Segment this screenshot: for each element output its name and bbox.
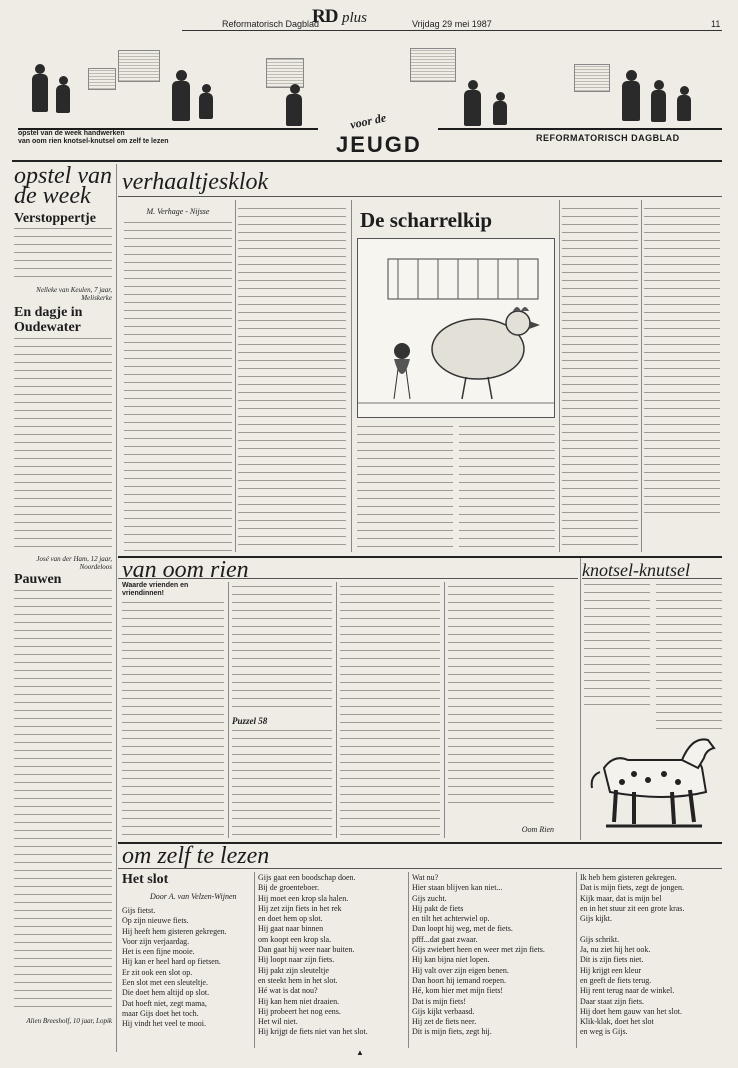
- banner-block: [118, 50, 160, 82]
- child-figure: [286, 94, 302, 126]
- horse-illustration: [586, 718, 722, 836]
- knotsel-section-label: knotsel-knutsel: [582, 560, 690, 580]
- puzzle-heading: Puzzel 58: [232, 716, 268, 726]
- oom-rien-greeting: Waarde vrienden en vriendinnen!: [122, 582, 189, 597]
- masthead-rule: [182, 30, 722, 31]
- craft-column: [656, 582, 722, 732]
- puzzle-column: [340, 584, 440, 836]
- poem-byline: Door A. van Velzen-Wijnen: [150, 892, 237, 901]
- chicken-illustration: [357, 238, 555, 418]
- article-title-pauwen: Pauwen: [14, 572, 62, 587]
- column-rule: [116, 164, 117, 1052]
- column-rule: [228, 582, 229, 838]
- poem-column-4: Ik heb hem gisteren gekregen. Dat is mijn fiets, zegt de jongen. Kijk maar, dat is mijn bel en in het stuur zit een grote kras. Gijs kijkt. Gijs schrikt. Ja, nu ziet hij het ook. Dit is zijn fiets niet. Hij krijgt een kleur en geeft de fiets terug. Hij rent terug naar de winkel. Daar staat zijn fiets. Hij doet hem gauw van het slot. Klik-klak, doet het slot en weg is Gijs.: [580, 873, 685, 1037]
- column-rule: [336, 582, 337, 838]
- child-figure-head: [290, 84, 300, 94]
- child-figure: [622, 81, 640, 121]
- article-signature: José van der Ham, 12 jaar, Noordeloos: [36, 555, 112, 571]
- craft-column: [584, 582, 650, 712]
- child-figure: [464, 90, 481, 126]
- paper-name: Reformatorisch Dagblad: [222, 19, 320, 29]
- story-column: [459, 424, 555, 552]
- story-column: [124, 220, 232, 552]
- story-byline: M. Verhage - Nijsse: [146, 207, 210, 216]
- banner-block: [574, 64, 610, 92]
- banner-rule: [438, 128, 722, 130]
- poem-column-2: Gijs gaat een boodschap doen. Bij de groenteboer. Hij moet een krop sla halen. Hij zet zijn fiets in het rek en doet hem op slot. Hij gaat naar binnen om koopt een krop sla. Dan gaat hij weer naar buiten. Hij loopt naar zijn fiets. Hij pakt zijn sleuteltje en steekt hem in het slot. Hé wat is dat nou? Hij kan hem niet draaien. Hij probeert het nog eens. Het wil niet. Hij krijgt de fiets niet van het slot.: [258, 873, 368, 1037]
- column-rule: [235, 200, 236, 552]
- child-figure: [651, 90, 666, 122]
- child-figure-head: [680, 86, 689, 95]
- page-bottom-mark: ▲: [356, 1048, 364, 1057]
- letter-column: [122, 600, 224, 836]
- story-column: [562, 206, 638, 552]
- child-figure-head: [496, 92, 505, 101]
- article-title-verstoppertje: Verstoppertje: [14, 211, 96, 226]
- child-figure-head: [202, 84, 211, 93]
- story-column: [644, 206, 720, 516]
- banner-block: [410, 48, 456, 82]
- verhaal-section-label: verhaaltjesklok: [122, 169, 269, 195]
- story-title: De scharrelkip: [360, 208, 493, 232]
- article-signature: Alien Breesholf, 10 jaar, Lopik: [26, 1017, 112, 1025]
- article-body: [14, 588, 112, 1012]
- child-figure-head: [59, 76, 68, 85]
- opstel-section-label: opstel van de week: [14, 163, 112, 209]
- child-figure-head: [626, 70, 637, 81]
- article-title-oudewater: En dagje in Oudewater: [14, 305, 83, 335]
- horse-drawing: [586, 718, 722, 836]
- column-rule: [444, 582, 445, 838]
- child-figure: [677, 95, 691, 121]
- column-rule: [641, 200, 642, 552]
- child-figure: [32, 74, 48, 112]
- jeugd-title: JEUGD: [336, 132, 422, 157]
- column-rule: [576, 872, 577, 1048]
- poem-column-3: Wat nu? Hier staan blijven kan niet... Gijs zucht. Hij pakt de fiets en tilt het achterwiel op. Dan loopt hij weg, met de fiets. pfff...dat gaat zwaar. Gijs zwiebert heen en weer met zijn fiets. Hij kan bijna niet lopen. Hij valt over zijn eigen benen. Dan hoort hij iemand roepen. Hé, kom hier met mijn fiets! Dat is mijn fiets! Gijs kijkt verbaasd. Hij zet de fiets neer. Dit is mijn fiets, zegt hij.: [412, 873, 545, 1037]
- child-figure: [199, 93, 213, 119]
- poem-column-1: Gijs fietst. Op zijn nieuwe fiets. Hij heeft hem gisteren gekregen. Voor zijn verjaardag. Het is een fijne mooie. Hij kan er heel hard op fietsen. Er zit ook een slot op. Een slot met een sleuteltje. Die doet hem altijd op slot. Dat hoeft niet, zegt mama, maar Gijs doet het toch. Hij vindt het veel te mooi.: [122, 906, 227, 1029]
- rd-plus-logo: plus: [342, 10, 368, 26]
- voor-de-text: voor de: [348, 110, 388, 132]
- child-figure-head: [176, 70, 187, 81]
- section-rule: [118, 578, 578, 579]
- issue-date: Vrijdag 29 mei 1987: [412, 19, 492, 29]
- puzzle-column: [448, 584, 554, 810]
- child-figure: [172, 81, 190, 121]
- chicken-drawing: [358, 239, 554, 417]
- column-rule: [408, 872, 409, 1048]
- column-rule: [351, 200, 352, 552]
- story-column: [357, 424, 453, 552]
- puzzle-column: [232, 728, 332, 836]
- article-signature: Nelleke van Keulen, 7 jaar, Meliskerke: [36, 286, 112, 302]
- page-number: 11: [711, 19, 721, 29]
- child-figure-head: [35, 64, 45, 74]
- section-rule: [582, 578, 722, 579]
- poem-title: Het slot: [122, 872, 169, 887]
- letter-column: [232, 584, 332, 714]
- column-rule: [254, 872, 255, 1048]
- banner-block: [266, 58, 304, 88]
- story-column: [238, 206, 346, 552]
- banner-paper-name: REFORMATORISCH DAGBLAD: [536, 133, 680, 143]
- child-figure-head: [654, 80, 664, 90]
- rd-logo: RD: [312, 6, 338, 27]
- section-rule: [118, 868, 722, 869]
- article-body: [14, 336, 112, 552]
- article-body: [14, 226, 112, 284]
- child-figure-head: [468, 80, 478, 90]
- section-rule: [12, 160, 722, 162]
- banner-block: [88, 68, 116, 90]
- section-rule: [118, 196, 722, 197]
- child-figure: [56, 85, 70, 113]
- column-rule: [559, 200, 560, 552]
- zelf-lezen-section-label: om zelf te lezen: [122, 843, 270, 869]
- oom-rien-section-label: van oom rien: [122, 557, 249, 583]
- child-figure: [493, 101, 507, 125]
- column-rule: [580, 558, 581, 840]
- promo-line-2: van oom rien knotsel-knutsel om zelf te lezen: [18, 138, 169, 145]
- youth-banner: [18, 40, 722, 158]
- masthead: [182, 8, 722, 30]
- promo-line-1: opstel van de week handwerken: [18, 130, 125, 137]
- oom-rien-signoff: Oom Rien: [521, 825, 554, 834]
